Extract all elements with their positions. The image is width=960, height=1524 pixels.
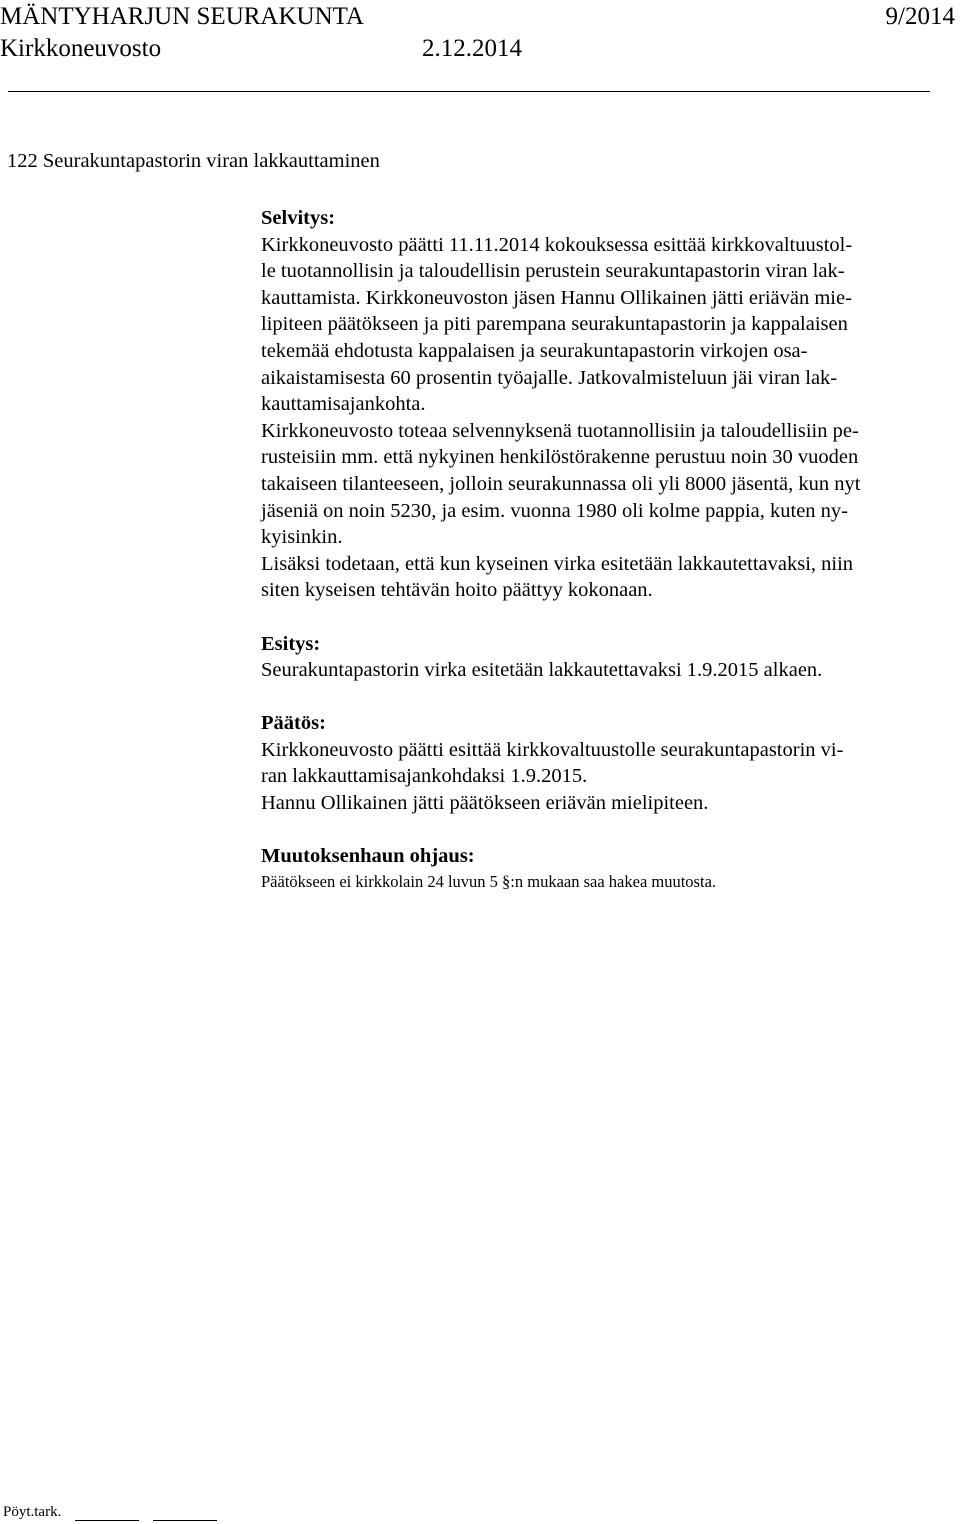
selvitys-line: Kirkkoneuvosto toteaa selvennyksenä tuotannollisiin ja taloudellisiin pe-	[261, 419, 859, 442]
document-body	[261, 205, 951, 894]
paatos-line: ran lakkauttamisajankohdaksi 1.9.2015.	[261, 765, 588, 788]
spacer	[261, 684, 951, 711]
paatos-text	[261, 737, 951, 817]
minutes-checker-label: Pöyt.tark.	[3, 1504, 62, 1520]
selvitys-line: lipiteen päätökseen ja piti parempana seurakuntapastorin ja kappalaisen	[261, 313, 848, 336]
selvitys-line: Kirkkoneuvosto päätti 11.11.2014 kokouksessa esittää kirkkovaltuustol-	[261, 233, 853, 256]
selvitys-line: takaiseen tilanteeseen, jolloin seurakunnassa oli yli 8000 jäsentä, kun nyt	[261, 472, 861, 495]
organization-name: MÄNTYHARJUN SEURAKUNTA	[0, 3, 364, 30]
selvitys-line: kyisinkin.	[261, 526, 343, 549]
spacer	[261, 604, 951, 631]
paatos-line: Hannu Ollikainen jätti päätökseen eriävän mielipiteen.	[261, 792, 709, 815]
section-title: 122 Seurakuntapastorin viran lakkauttaminen	[7, 150, 380, 172]
signature-line	[75, 1506, 139, 1521]
selvitys-line: jäseniä on noin 5230, ja esim. vuonna 1980 oli kolme pappia, kuten ny-	[261, 499, 848, 522]
selvitys-line: tekemää ehdotusta kappalaisen ja seurakuntapastorin virkojen osa-	[261, 339, 808, 362]
selvitys-heading: Selvitys:	[261, 207, 336, 229]
selvitys-line: siten kyseisen tehtävän hoito päättyy kokonaan.	[261, 579, 653, 602]
selvitys-line: rusteisiin mm. että nykyinen henkilöstörakenne perustuu noin 30 vuoden	[261, 446, 859, 469]
muutoksenhaku-heading: Muutoksenhaun ohjaus:	[261, 845, 475, 868]
spacer	[261, 817, 951, 844]
selvitys-line: kauttamista. Kirkkoneuvoston jäsen Hannu Ollikainen jätti eriävän mie-	[261, 286, 852, 309]
selvitys-line: kauttamisajankohta.	[261, 393, 426, 416]
esitys-text	[261, 657, 951, 684]
paatos-heading: Päätös:	[261, 712, 326, 735]
document-number: 9/2014	[885, 3, 955, 30]
esitys-line: Seurakuntapastorin virka esitetään lakkautettavaksi 1.9.2015 alkaen.	[261, 659, 823, 682]
muutoksenhaku-text: Päätökseen ei kirkkolain 24 luvun 5 §:n mukaan saa hakea muutosta.	[261, 871, 717, 891]
selvitys-text	[261, 232, 951, 604]
meeting-body: Kirkkoneuvosto	[0, 35, 162, 62]
selvitys-line: aikaistamisesta 60 prosentin työajalle. Jatkovalmisteluun jäi viran lak-	[261, 366, 838, 389]
page-footer	[3, 1503, 217, 1521]
signature-line	[153, 1506, 217, 1521]
paatos-line: Kirkkoneuvosto päätti esittää kirkkovaltuustolle seurakuntapastorin vi-	[261, 738, 844, 761]
header-divider	[8, 91, 930, 92]
meeting-date: 2.12.2014	[422, 35, 522, 62]
esitys-heading: Esitys:	[261, 632, 321, 655]
selvitys-line: le tuotannollisin ja taloudellisin perustein seurakuntapastorin viran lak-	[261, 260, 845, 283]
selvitys-line: Lisäksi todetaan, että kun kyseinen virka esitetään lakkautettavaksi, niin	[261, 552, 854, 575]
